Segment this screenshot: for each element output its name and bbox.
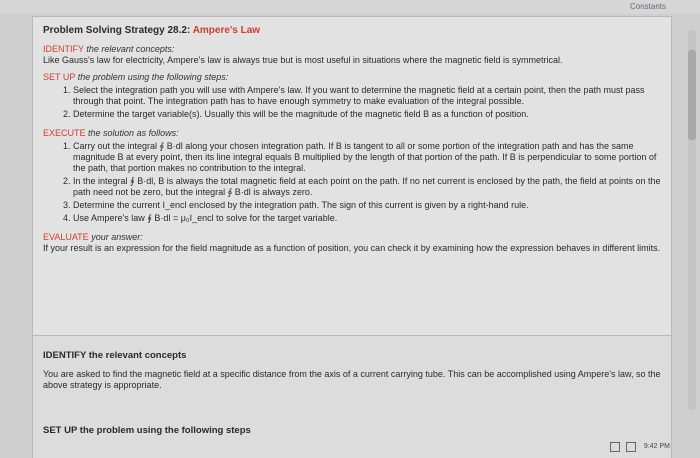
strategy-title-prefix: Problem Solving Strategy 28.2:: [43, 25, 191, 36]
execute-step-1: 1. Carry out the integral ∮ B·dl along your chosen integration path. If B is tangent to all or some portion of the integration path and has the same magnitude B at every point, then its line integral equals B multiplied by the length of that portion of the path. If B is perpendicular to some portion of the path, that portion makes no contribution to the integral.: [73, 141, 661, 174]
execute-step-3: 3. Determine the current I_encl enclosed by the integration path. The sign of this current is given by a right-hand rule.: [73, 200, 661, 211]
identify-heading: IDENTIFY the relevant concepts: [43, 350, 187, 361]
taskbar-clock[interactable]: 9:42 PM: [643, 443, 670, 450]
evaluate-step-heading: [43, 232, 661, 243]
evaluate-text: If your result is an expression for the field magnitude as a function of position, you can check it by examining how the expression behaves in different limits.: [43, 243, 661, 253]
execute-label: EXECUTE: [43, 128, 86, 138]
scrollbar[interactable]: [688, 30, 696, 410]
setup-steps-list: [43, 85, 661, 120]
strategy-title: [43, 25, 661, 36]
solution-section: [32, 336, 672, 458]
execute-step-2: 2. In the integral ∮ B·dl, B is always the total magnetic field at each point on the path. If no net current is enclosed by the path, the field at points on the path need not be zero, but the integral ∮ B·dl is always zero.: [73, 176, 661, 198]
network-icon[interactable]: [610, 442, 620, 452]
identify-sub: the relevant concepts:: [86, 44, 175, 54]
identify-text: Like Gauss's law for electricity, Ampere's law is always true but is most useful in situations where the magnetic field is symmetrical.: [43, 55, 563, 65]
setup-step-heading: [43, 72, 661, 83]
volume-icon[interactable]: [626, 442, 636, 452]
setup-step-1: 1. Select the integration path you will use with Ampere's law. If you want to determine the magnetic field at a certain point, then the path must pass through that point. The integration path has to have enough symmetry to make evaluation of the integral possible.: [73, 85, 661, 107]
top-bar: [0, 0, 700, 14]
constants-link[interactable]: Constants: [629, 2, 666, 11]
setup-sub: the problem using the following steps:: [77, 72, 229, 82]
setup-label: SET UP: [43, 72, 76, 82]
strategy-title-name: Ampere's Law: [192, 25, 261, 36]
setup-step-2: 2. Determine the target variable(s). Usually this will be the magnitude of the magnetic field B as a function of position.: [73, 109, 661, 120]
execute-sub: the solution as follows:: [88, 128, 179, 138]
setup-heading: SET UP the problem using the following steps: [43, 425, 251, 436]
strategy-panel: [32, 16, 672, 336]
evaluate-label: EVALUATE: [43, 232, 89, 242]
identify-label: IDENTIFY: [43, 44, 84, 54]
identify-solution-text: You are asked to find the magnetic field at a specific distance from the axis of a current carrying tube. This can be accomplished using Ampere's law, so the above strategy is appropriate.: [43, 369, 661, 390]
execute-step-heading: [43, 128, 661, 139]
execute-step-4: 4. Use Ampere's law ∮ B·dl = μ₀I_encl to solve for the target variable.: [73, 213, 661, 224]
execute-steps-list: [43, 141, 661, 224]
evaluate-sub: your answer:: [91, 232, 143, 242]
scrollbar-thumb[interactable]: [688, 50, 696, 140]
identify-step-heading: [43, 44, 661, 55]
